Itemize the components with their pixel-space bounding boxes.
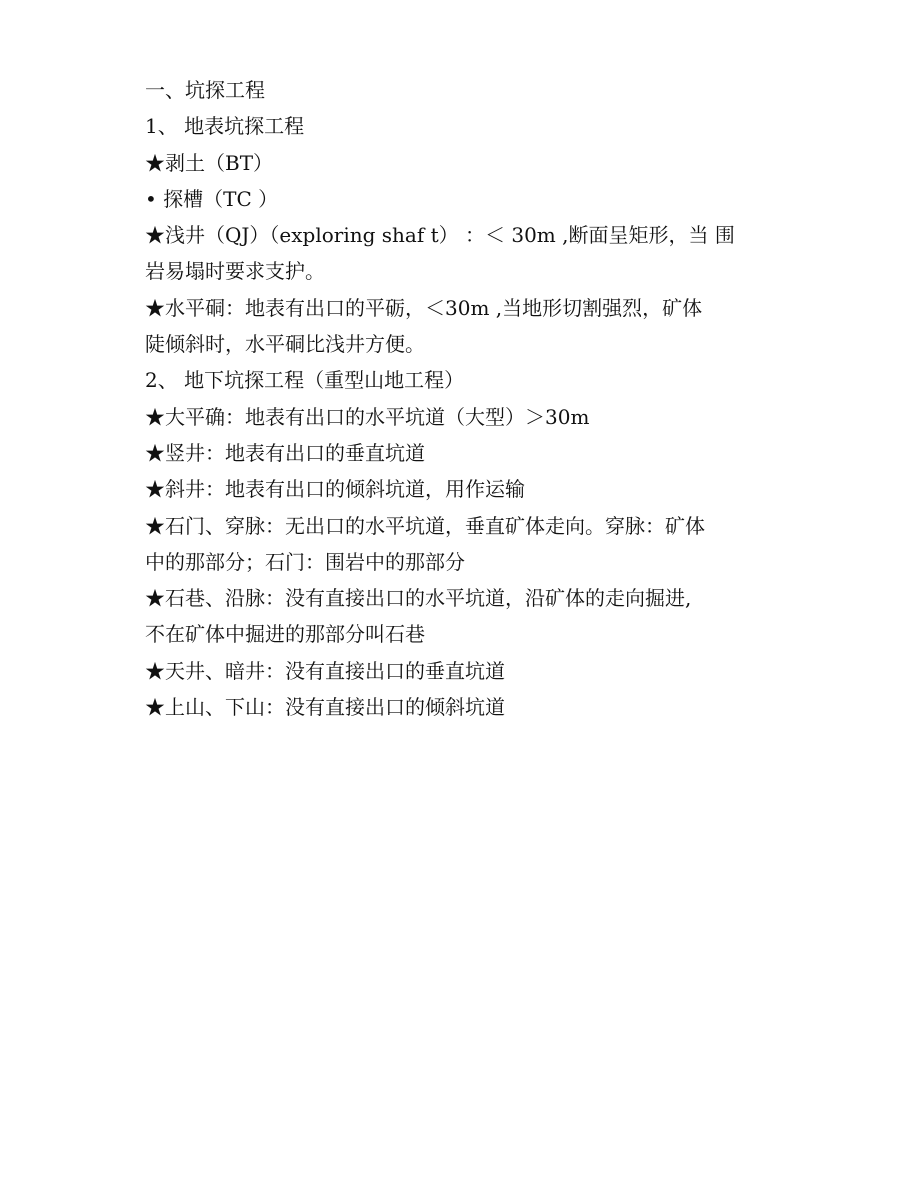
list-item: ★石巷、沿脉：没有直接出口的水平坑道，沿矿体的走向掘进,	[145, 586, 692, 611]
list-item: ★天井、暗井：没有直接出口的垂直坑道	[145, 658, 505, 683]
list-item-continuation: 中的那部分；石门：围岩中的那部分	[145, 549, 465, 574]
list-item: ★浅井（QJ）（exploring shaf t） ：＜ 30m ,断面呈矩形，当 围	[145, 223, 735, 248]
subsection-heading: 2、 地下坑探工程（重型山地工程）	[145, 368, 465, 393]
list-item: ★上山、下山：没有直接出口的倾斜坑道	[145, 695, 505, 720]
list-item-continuation: 岩易塌时要求支护。	[145, 259, 325, 284]
list-item: ★竖井：地表有出口的垂直坑道	[145, 440, 425, 465]
list-item-continuation: 陡倾斜时，水平硐比浅井方便。	[145, 332, 425, 357]
list-item: ★斜井：地表有出口的倾斜坑道，用作运输	[145, 477, 525, 502]
list-item: ★剥土（BT）	[145, 150, 274, 175]
section-heading: 一、坑探工程	[145, 78, 265, 102]
list-item: • 探槽（TC ）	[145, 186, 279, 211]
subsection-heading: 1、 地表坑探工程	[145, 114, 305, 139]
list-item-continuation: 不在矿体中掘进的那部分叫石巷	[145, 622, 425, 647]
list-item: ★大平确：地表有出口的水平坑道（大型）＞30m	[145, 404, 590, 429]
list-item: ★水平硐：地表有出口的平砺，＜30m ,当地形切割强烈，矿体	[145, 295, 703, 320]
list-item: ★石门、穿脉：无出口的水平坑道，垂直矿体走向。穿脉：矿体	[145, 513, 705, 538]
document-body	[145, 72, 785, 725]
